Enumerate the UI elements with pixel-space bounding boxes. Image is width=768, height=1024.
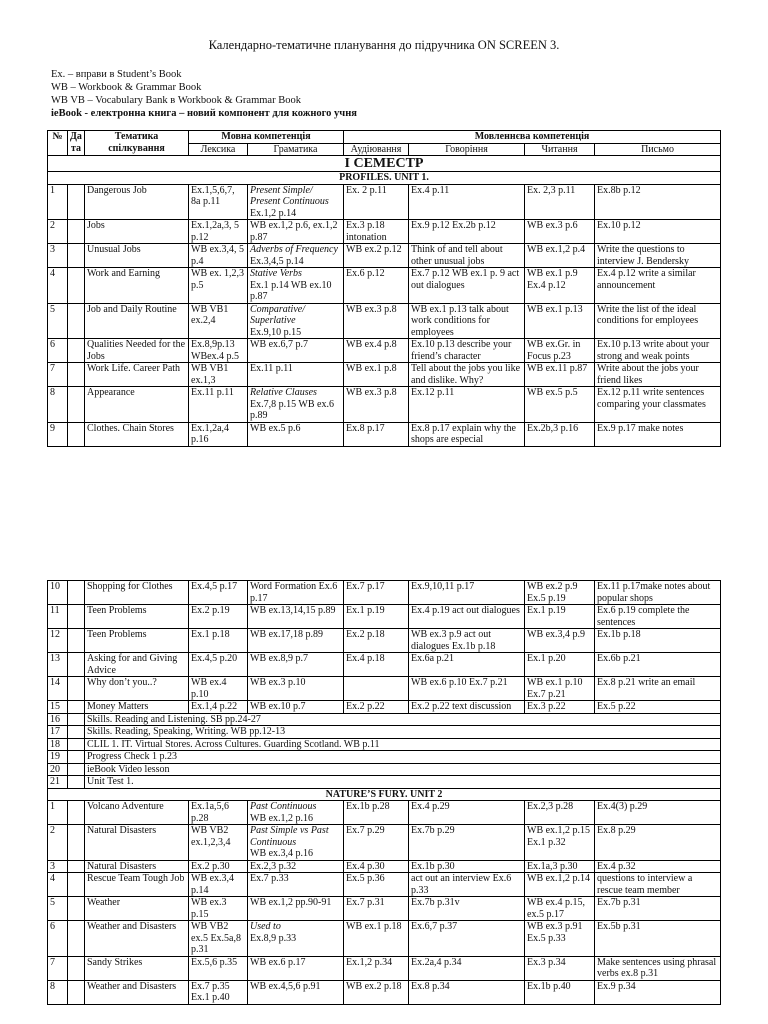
row-lexis: Ex.1,5,6,7, 8a p.11 xyxy=(189,184,248,220)
row-reading: WB ex.1,2 p.4 xyxy=(525,244,595,268)
plan-table-1 xyxy=(47,130,721,447)
row-writing: Ex.5 p.22 xyxy=(595,701,721,714)
row-writing: Ex.8 p.29 xyxy=(595,825,721,861)
row-date xyxy=(68,387,85,423)
table-row xyxy=(48,339,721,363)
row-writing: Ex.4 p.12 write a similar announcement xyxy=(595,268,721,304)
row-speaking: Ex.8 p.17 explain why the shops are especial xyxy=(409,422,525,446)
row-listening xyxy=(344,677,409,701)
row-lexis: Ex.2 p.19 xyxy=(189,605,248,629)
row-reading: WB ex.3 p.6 xyxy=(525,220,595,244)
row-date xyxy=(68,303,85,339)
row-date xyxy=(68,422,85,446)
table-row xyxy=(48,629,721,653)
row-number: 21 xyxy=(48,776,68,789)
row-reading: WB ex.3 p.91 Ex.5 p.33 xyxy=(525,921,595,957)
row-number: 19 xyxy=(48,751,68,764)
row-speaking: Ex.1b p.30 xyxy=(409,860,525,873)
col-reading: Читання xyxy=(525,143,595,156)
row-reading: WB ex.Gr. in Focus p.23 xyxy=(525,339,595,363)
row-lexis: Ex.2 p.30 xyxy=(189,860,248,873)
grammar-topic: Comparative/ Superlative xyxy=(250,303,305,326)
legend xyxy=(51,68,357,120)
row-grammar: WB ex.13,14,15 p.89 xyxy=(248,605,344,629)
row-topic: Unusual Jobs xyxy=(85,244,189,268)
row-reading: WB ex.3,4 p.9 xyxy=(525,629,595,653)
row-reading: WB ex.1 p.9 Ex.4 p.12 xyxy=(525,268,595,304)
unit1-heading: PROFILES. UNIT 1. xyxy=(48,172,721,185)
row-number: 13 xyxy=(48,653,68,677)
row-grammar: WB ex.1,2 pp.90-91 xyxy=(248,897,344,921)
row-number: 6 xyxy=(48,921,68,957)
row-number: 18 xyxy=(48,738,68,751)
row-lexis: Ex.1,2a,4 p.16 xyxy=(189,422,248,446)
table-row xyxy=(48,422,721,446)
row-topic: Asking for and Giving Advice xyxy=(85,653,189,677)
row-date xyxy=(68,860,85,873)
row-speaking: Ex.7b p.29 xyxy=(409,825,525,861)
row-activity: Unit Test 1. xyxy=(85,776,721,789)
row-listening: Ex.1b p.28 xyxy=(344,801,409,825)
row-writing: Ex.6 p.19 complete the sentences xyxy=(595,605,721,629)
table-row xyxy=(48,776,721,789)
row-listening: Ex.1 p.19 xyxy=(344,605,409,629)
row-number: 4 xyxy=(48,873,68,897)
row-writing: Make sentences using phrasal verbs ex.8 p.31 xyxy=(595,956,721,980)
row-lexis: WB VB2 ex.1,2,3,4 xyxy=(189,825,248,861)
row-topic: Clothes. Chain Stores xyxy=(85,422,189,446)
grammar-exercises: Ex.7,8 p.15 WB ex.6 p.89 xyxy=(250,398,334,421)
row-speaking: Ex.2a,4 p.34 xyxy=(409,956,525,980)
grammar-topic: Past Simple vs Past Continuous xyxy=(250,825,329,848)
row-speaking: Tell about the jobs you like and dislike. Why? xyxy=(409,363,525,387)
row-speaking: Ex.8 p.34 xyxy=(409,980,525,1004)
row-activity: Skills. Reading, Speaking, Writing. WB pp.12-13 xyxy=(85,726,721,739)
row-lexis: Ex.11 p.11 xyxy=(189,387,248,423)
row-grammar: Ex.7 p.33 xyxy=(248,873,344,897)
row-listening: Ex.4 p.18 xyxy=(344,653,409,677)
grammar-topic: Used to xyxy=(250,921,281,932)
row-topic: Natural Disasters xyxy=(85,860,189,873)
row-date xyxy=(68,363,85,387)
row-lexis: Ex.5,6 p.35 xyxy=(189,956,248,980)
row-reading: Ex.1b p.40 xyxy=(525,980,595,1004)
col-speech: Мовленнєва компетенція xyxy=(344,131,721,144)
row-lexis: WB ex.3 p.15 xyxy=(189,897,248,921)
row-listening: WB ex.2 p.18 xyxy=(344,980,409,1004)
row-lexis: Ex.8,9p.13 WBex.4 p.5 xyxy=(189,339,248,363)
row-lexis: WB ex.4 p.10 xyxy=(189,677,248,701)
table-row xyxy=(48,873,721,897)
row-topic: Jobs xyxy=(85,220,189,244)
row-reading: Ex. 2,3 p.11 xyxy=(525,184,595,220)
row-topic: Volcano Adventure xyxy=(85,801,189,825)
row-speaking: Ex.9,10,11 p.17 xyxy=(409,581,525,605)
row-reading: WB ex.1,2 p.14 xyxy=(525,873,595,897)
row-writing: questions to interview a rescue team member xyxy=(595,873,721,897)
row-writing: Ex.11 p.17make notes about popular shops xyxy=(595,581,721,605)
table-row xyxy=(48,921,721,957)
row-number: 7 xyxy=(48,363,68,387)
row-date xyxy=(68,629,85,653)
row-number: 12 xyxy=(48,629,68,653)
table-row xyxy=(48,653,721,677)
row-activity: Skills. Reading and Listening. SB pp.24-27 xyxy=(85,713,721,726)
col-speaking: Говоріння xyxy=(409,143,525,156)
row-speaking: act out an interview Ex.6 p.33 xyxy=(409,873,525,897)
row-grammar: WB ex.1,2 p.6, ex.1,2 p.87 xyxy=(248,220,344,244)
row-listening: Ex.7 p.17 xyxy=(344,581,409,605)
row-speaking: Ex.6,7 p.37 xyxy=(409,921,525,957)
row-number: 2 xyxy=(48,220,68,244)
row-speaking: WB ex.6 p.10 Ex.7 p.21 xyxy=(409,677,525,701)
row-grammar: WB ex.6 p.17 xyxy=(248,956,344,980)
grammar-exercises: Ex.3,4,5 p.14 xyxy=(250,255,304,267)
row-grammar: Word Formation Ex.6 p.17 xyxy=(248,581,344,605)
row-date xyxy=(68,738,85,751)
row-topic: Teen Problems xyxy=(85,629,189,653)
unit2-heading-row xyxy=(48,788,721,801)
row-reading: Ex.2,3 p.28 xyxy=(525,801,595,825)
table-row xyxy=(48,220,721,244)
row-speaking: Ex.12 p.11 xyxy=(409,387,525,423)
row-speaking: Ex.7 p.12 WB ex.1 p. 9 act out dialogues xyxy=(409,268,525,304)
row-date xyxy=(68,801,85,825)
row-reading: WB ex.1 p.13 xyxy=(525,303,595,339)
grammar-topic: Present Simple/ Present Continuous xyxy=(250,184,329,207)
row-speaking: Ex.2 p.22 text discussion xyxy=(409,701,525,714)
row-number: 2 xyxy=(48,825,68,861)
row-grammar xyxy=(248,801,344,825)
col-date: Да та xyxy=(68,131,85,156)
row-number: 1 xyxy=(48,184,68,220)
row-date xyxy=(68,653,85,677)
row-lexis: Ex.4,5 p.20 xyxy=(189,653,248,677)
row-listening: WB ex.3 p.8 xyxy=(344,303,409,339)
row-number: 16 xyxy=(48,713,68,726)
row-date xyxy=(68,763,85,776)
grammar-exercises: Ex.1,2 p.14 xyxy=(250,207,297,219)
row-number: 5 xyxy=(48,303,68,339)
row-listening: Ex.7 p.29 xyxy=(344,825,409,861)
row-writing: Ex.4(3) p.29 xyxy=(595,801,721,825)
row-lexis: WB VB1 ex.2,4 xyxy=(189,303,248,339)
row-lexis: Ex.1a,5,6 p.28 xyxy=(189,801,248,825)
row-date xyxy=(68,244,85,268)
row-reading: Ex.1 p.20 xyxy=(525,653,595,677)
table-row xyxy=(48,738,721,751)
row-topic: Natural Disasters xyxy=(85,825,189,861)
row-reading: WB ex.4 p.15, ex.5 p.17 xyxy=(525,897,595,921)
grammar-exercises: Ex.1 p.14 WB ex.10 p.87 xyxy=(250,279,332,302)
row-topic: Job and Daily Routine xyxy=(85,303,189,339)
row-writing: Ex.9 p.17 make notes xyxy=(595,422,721,446)
row-listening: WB ex.1 p.18 xyxy=(344,921,409,957)
row-date xyxy=(68,751,85,764)
semester-heading: I СЕМЕСТР xyxy=(48,156,721,172)
row-grammar: WB ex.6,7 p.7 xyxy=(248,339,344,363)
row-writing: Ex.9 p.34 xyxy=(595,980,721,1004)
row-speaking: Ex.4 p.11 xyxy=(409,184,525,220)
row-writing: Ex.7b p.31 xyxy=(595,897,721,921)
row-grammar: WB ex.8,9 p.7 xyxy=(248,653,344,677)
row-listening: Ex.7 p.31 xyxy=(344,897,409,921)
row-reading: WB ex.1,2 p.15 Ex.1 p.32 xyxy=(525,825,595,861)
col-language: Мовна компетенція xyxy=(189,131,344,144)
row-activity: ieBook Video lesson xyxy=(85,763,721,776)
row-reading: Ex.2b,3 p.16 xyxy=(525,422,595,446)
row-writing: Ex.10 p.12 xyxy=(595,220,721,244)
row-listening: WB ex.2 p.12 xyxy=(344,244,409,268)
row-grammar: Ex.11 p.11 xyxy=(248,363,344,387)
row-topic: Teen Problems xyxy=(85,605,189,629)
row-speaking: Ex.10 p.13 describe your friend’s character xyxy=(409,339,525,363)
row-number: 5 xyxy=(48,897,68,921)
row-number: 10 xyxy=(48,581,68,605)
row-date xyxy=(68,956,85,980)
table-row xyxy=(48,825,721,861)
row-speaking: Ex.4 p.29 xyxy=(409,801,525,825)
row-lexis: WB ex.3,4 p.14 xyxy=(189,873,248,897)
row-reading: WB ex.11 p.87 xyxy=(525,363,595,387)
row-reading: WB ex.2 p.9 Ex.5 p.19 xyxy=(525,581,595,605)
row-topic: Rescue Team Tough Job xyxy=(85,873,189,897)
legend-ex: Ex. – вправи в Student’s Book xyxy=(51,69,182,80)
row-date xyxy=(68,220,85,244)
row-topic: Money Matters xyxy=(85,701,189,714)
legend-iebook: ieBook - електронна книга – новий компонент для кожного учня xyxy=(51,108,357,119)
grammar-exercises: WB ex.3,4 p.16 xyxy=(250,848,314,859)
row-grammar xyxy=(248,921,344,957)
row-date xyxy=(68,825,85,861)
row-number: 17 xyxy=(48,726,68,739)
row-date xyxy=(68,897,85,921)
row-number: 3 xyxy=(48,860,68,873)
col-listening: Аудіювання xyxy=(344,143,409,156)
row-speaking: Ex.6a p.21 xyxy=(409,653,525,677)
row-date xyxy=(68,873,85,897)
grammar-topic: Past Continuous xyxy=(250,801,317,812)
row-date xyxy=(68,677,85,701)
row-number: 14 xyxy=(48,677,68,701)
table-row xyxy=(48,363,721,387)
table-row xyxy=(48,956,721,980)
row-number: 6 xyxy=(48,339,68,363)
row-grammar: WB ex.3 p.10 xyxy=(248,677,344,701)
row-writing: Ex.4 p.32 xyxy=(595,860,721,873)
row-writing: Write the questions to interview J. Bendersky xyxy=(595,244,721,268)
row-lexis: Ex.4,5 p.17 xyxy=(189,581,248,605)
row-number: 1 xyxy=(48,801,68,825)
table-row xyxy=(48,581,721,605)
row-listening: Ex.2 p.22 xyxy=(344,701,409,714)
row-number: 15 xyxy=(48,701,68,714)
row-writing: Ex.10 p.13 write about your strong and weak points xyxy=(595,339,721,363)
table-row xyxy=(48,897,721,921)
row-grammar xyxy=(248,387,344,423)
row-topic: Shopping for Clothes xyxy=(85,581,189,605)
table-row xyxy=(48,980,721,1004)
row-reading: Ex.1 p.19 xyxy=(525,605,595,629)
row-number: 4 xyxy=(48,268,68,304)
row-topic: Dangerous Job xyxy=(85,184,189,220)
table-row xyxy=(48,244,721,268)
row-reading: Ex.1a,3 p.30 xyxy=(525,860,595,873)
row-topic: Appearance xyxy=(85,387,189,423)
grammar-exercises: WB ex.1,2 p.16 xyxy=(250,812,314,824)
row-listening: WB ex.1 p.8 xyxy=(344,363,409,387)
row-listening: Ex.8 p.17 xyxy=(344,422,409,446)
table-row xyxy=(48,387,721,423)
row-listening: WB ex.3 p.8 xyxy=(344,387,409,423)
row-grammar xyxy=(248,184,344,220)
row-reading: WB ex.5 p.5 xyxy=(525,387,595,423)
grammar-topic: Adverbs of Frequency xyxy=(250,244,338,255)
row-speaking: WB ex.1 p.13 talk about work conditions for employees xyxy=(409,303,525,339)
row-lexis: Ex.7 p.35 Ex.1 p.40 xyxy=(189,980,248,1004)
row-writing: Ex.5b p.31 xyxy=(595,921,721,957)
row-date xyxy=(68,605,85,629)
row-topic: Work Life. Career Path xyxy=(85,363,189,387)
row-grammar xyxy=(248,825,344,861)
row-grammar: Ex.2,3 p.32 xyxy=(248,860,344,873)
row-writing: Ex.6b p.21 xyxy=(595,653,721,677)
row-speaking: Think of and tell about other unusual jobs xyxy=(409,244,525,268)
row-writing: Ex.8 p.21 write an email xyxy=(595,677,721,701)
row-date xyxy=(68,339,85,363)
row-listening: Ex.6 p.12 xyxy=(344,268,409,304)
row-lexis: WB ex. 1,2,3 p.5 xyxy=(189,268,248,304)
row-date xyxy=(68,776,85,789)
row-number: 9 xyxy=(48,422,68,446)
table-row xyxy=(48,605,721,629)
row-grammar: WB ex.5 p.6 xyxy=(248,422,344,446)
row-listening: Ex. 2 p.11 xyxy=(344,184,409,220)
row-topic: Weather and Disasters xyxy=(85,921,189,957)
row-reading: Ex.3 p.34 xyxy=(525,956,595,980)
grammar-topic: Stative Verbs xyxy=(250,268,302,279)
row-topic: Why don’t you..? xyxy=(85,677,189,701)
row-speaking: Ex.4 p.19 act out dialogues xyxy=(409,605,525,629)
row-number: 20 xyxy=(48,763,68,776)
row-date xyxy=(68,268,85,304)
row-writing: Write about the jobs your friend likes xyxy=(595,363,721,387)
row-topic: Work and Earning xyxy=(85,268,189,304)
row-listening: WB ex.4 p.8 xyxy=(344,339,409,363)
page-title: Календарно-тематичне планування до підручника ON SCREEN 3. xyxy=(208,38,560,52)
row-date xyxy=(68,713,85,726)
table-row xyxy=(48,303,721,339)
row-date xyxy=(68,581,85,605)
row-lexis: WB VB2 ex.5 Ex.5a,8 p.31 xyxy=(189,921,248,957)
table-row xyxy=(48,860,721,873)
row-grammar xyxy=(248,303,344,339)
col-lexis: Лексика xyxy=(189,143,248,156)
row-grammar: WB ex.17,18 p.89 xyxy=(248,629,344,653)
row-number: 3 xyxy=(48,244,68,268)
legend-wb: WB – Workbook & Grammar Book xyxy=(51,82,202,93)
row-lexis: WB VB1 ex.1,3 xyxy=(189,363,248,387)
row-grammar: WB ex.4,5,6 p.91 xyxy=(248,980,344,1004)
row-date xyxy=(68,980,85,1004)
row-speaking: Ex.7b p.31v xyxy=(409,897,525,921)
row-reading: Ex.3 p.22 xyxy=(525,701,595,714)
row-speaking: WB ex.3 p.9 act out dialogues Ex.1b p.18 xyxy=(409,629,525,653)
row-activity: Progress Check 1 p.23 xyxy=(85,751,721,764)
col-writing: Письмо xyxy=(595,143,721,156)
row-grammar xyxy=(248,268,344,304)
row-number: 11 xyxy=(48,605,68,629)
table-row xyxy=(48,184,721,220)
table-row xyxy=(48,763,721,776)
row-listening: Ex.4 p.30 xyxy=(344,860,409,873)
table-row xyxy=(48,713,721,726)
row-grammar: WB ex.10 p.7 xyxy=(248,701,344,714)
unit2-heading: NATURE’S FURY. UNIT 2 xyxy=(48,788,721,801)
row-date xyxy=(68,726,85,739)
row-topic: Sandy Strikes xyxy=(85,956,189,980)
grammar-exercises: Ex.9,10 p.15 xyxy=(250,326,302,338)
row-date xyxy=(68,184,85,220)
row-lexis: Ex.1 p.18 xyxy=(189,629,248,653)
table-row xyxy=(48,801,721,825)
table-row xyxy=(48,268,721,304)
row-listening: Ex.2 p.18 xyxy=(344,629,409,653)
row-listening: Ex.5 p.36 xyxy=(344,873,409,897)
row-date xyxy=(68,921,85,957)
table-row xyxy=(48,701,721,714)
row-speaking: Ex.9 p.12 Ex.2b p.12 xyxy=(409,220,525,244)
plan-table-2 xyxy=(47,580,721,1005)
col-topic: Тематика спілкування xyxy=(85,131,189,156)
row-listening: Ex.3 p.18 intonation xyxy=(344,220,409,244)
legend-wbvb: WB VB – Vocabulary Bank в Workbook & Grammar Book xyxy=(51,95,301,106)
row-number: 8 xyxy=(48,980,68,1004)
row-lexis: WB ex.3,4, 5 p.4 xyxy=(189,244,248,268)
row-lexis: Ex.1,4 p.22 xyxy=(189,701,248,714)
row-listening: Ex.1,2 p.34 xyxy=(344,956,409,980)
row-number: 7 xyxy=(48,956,68,980)
row-lexis: Ex.1,2a,3, 5 p.12 xyxy=(189,220,248,244)
row-number: 8 xyxy=(48,387,68,423)
row-activity: CLIL 1. IT. Virtual Stores. Across Cultures. Guarding Scotland. WB p.11 xyxy=(85,738,721,751)
row-reading: WB ex.1 p.10 Ex.7 p.21 xyxy=(525,677,595,701)
table-row xyxy=(48,726,721,739)
row-writing: Ex.12 p.11 write sentences comparing your classmates xyxy=(595,387,721,423)
grammar-topic: Relative Clauses xyxy=(250,387,317,398)
grammar-exercises: Ex.8,9 p.33 xyxy=(250,932,297,944)
row-grammar xyxy=(248,244,344,268)
row-writing: Ex.1b p.18 xyxy=(595,629,721,653)
col-grammar: Граматика xyxy=(248,143,344,156)
col-no: № xyxy=(48,131,68,156)
row-topic: Weather xyxy=(85,897,189,921)
row-topic: Qualities Needed for the Jobs xyxy=(85,339,189,363)
table-row xyxy=(48,751,721,764)
row-writing: Write the list of the ideal conditions for employees xyxy=(595,303,721,339)
table-row xyxy=(48,677,721,701)
row-date xyxy=(68,701,85,714)
row-topic: Weather and Disasters xyxy=(85,980,189,1004)
row-writing: Ex.8b p.12 xyxy=(595,184,721,220)
